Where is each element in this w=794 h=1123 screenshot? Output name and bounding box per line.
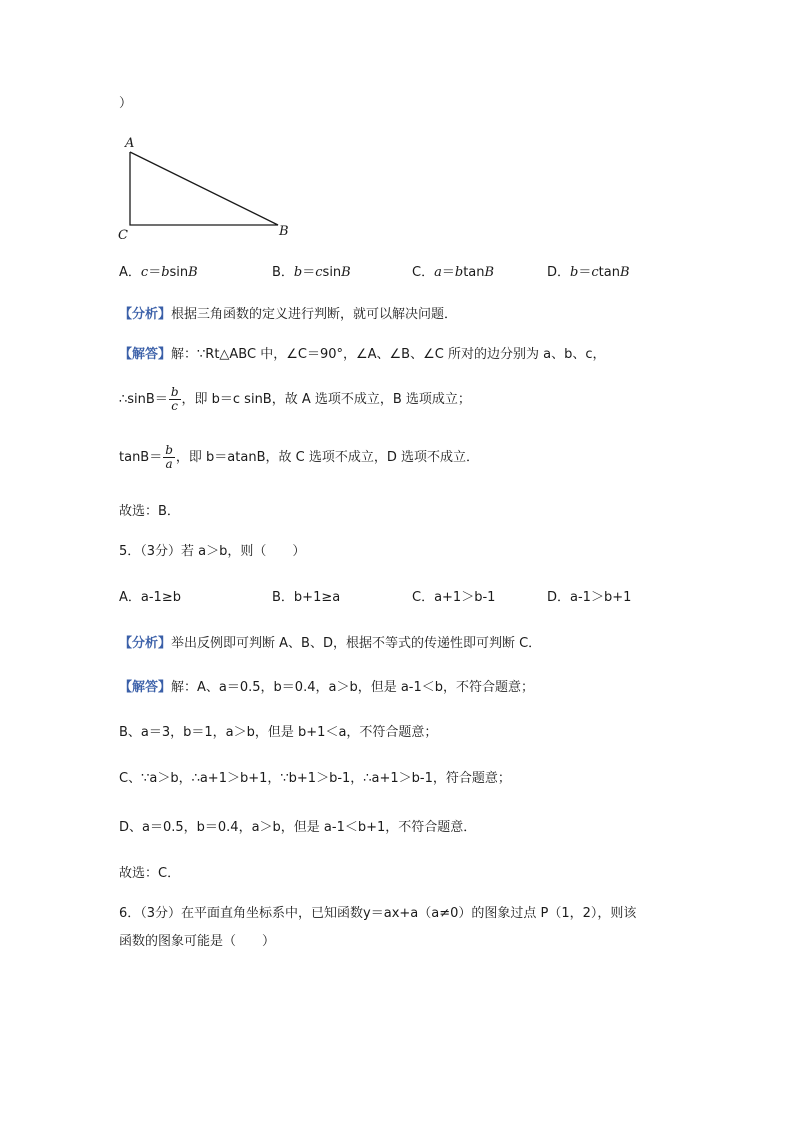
q5-option-c[interactable]: C．a+1＞b-1 xyxy=(412,590,496,605)
fraction-b-over-a: $\frac{b}{a}$ xyxy=(165,443,173,471)
vertex-label-c: C xyxy=(118,228,128,243)
q5-stem: 5．（3分）若 a＞b，则（ ） xyxy=(119,544,306,559)
q5-option-b[interactable]: B．b+1≥a xyxy=(272,590,341,605)
triangle-outline xyxy=(130,152,278,225)
q4-answer-line-1: 【解答】解：∵Rt△ABC 中，∠C＝90°，∠A、∠B、∠C 所对的边分别为 a、b、c， xyxy=(119,347,606,362)
q5-answer-line-3: C、∵a＞b，∴a+1＞b+1，∵b+1＞b-1，∴a+1＞b-1，符合题意； xyxy=(119,771,511,786)
analysis-tag: 【分析】 xyxy=(119,307,172,322)
option-a[interactable]: A．c＝bsinB xyxy=(119,265,198,280)
q5-answer-line-1: 【解答】解：A、a＝0.5，b＝0.4，a＞b，但是 a-1＜b，不符合题意； xyxy=(119,680,535,695)
q5-analysis: 【分析】举出反例即可判断 A、B、D，根据不等式的传递性即可判断 C． xyxy=(119,636,542,651)
q6-stem-line-1: 6．（3分）在平面直角坐标系中，已知函数y＝ax+a（a≠0）的图象过点 P（1，2），则该 xyxy=(119,906,637,921)
answer-tag: 【解答】 xyxy=(119,347,172,362)
option-b[interactable]: B．b＝csinB xyxy=(272,265,351,280)
analysis-tag: 【分析】 xyxy=(119,636,172,651)
answer-tag: 【解答】 xyxy=(119,680,172,695)
q5-answer-line-2: B、a＝3，b＝1，a＞b，但是 b+1＜a，不符合题意； xyxy=(119,725,438,740)
q4-choose: 故选：B． xyxy=(119,504,180,519)
fraction-b-over-c: $\frac{b}{c}$ xyxy=(170,385,179,413)
option-d[interactable]: D．b＝ctanB xyxy=(547,265,630,280)
q6-stem-line-2: 函数的图象可能是（ ） xyxy=(119,934,276,949)
question-stem-end: ） xyxy=(119,96,133,111)
option-c[interactable]: C．a＝btanB xyxy=(412,265,495,280)
q5-option-a[interactable]: A．a-1≥b xyxy=(119,590,181,605)
vertex-label-b: B xyxy=(279,224,289,239)
q4-answer-line-2: ∴sinB＝ $\frac{b}{c}$ ，即 b＝c sinB，故 A 选项不成立，B 选项成立； xyxy=(119,385,471,413)
q5-choose: 故选：C． xyxy=(119,866,181,881)
q4-answer-line-3: tanB＝ $\frac{b}{a}$ ，即 b＝atanB，故 C 选项不成立，D 选项不成立． xyxy=(119,443,479,471)
q4-analysis: 【分析】根据三角函数的定义进行判断，就可以解决问题． xyxy=(119,307,458,322)
right-triangle-figure xyxy=(112,132,298,244)
vertex-label-a: A xyxy=(125,136,135,151)
q5-option-d[interactable]: D．a-1＞b+1 xyxy=(547,590,632,605)
q5-answer-line-4: D、a＝0.5，b＝0.4，a＞b，但是 a-1＜b+1，不符合题意． xyxy=(119,820,477,835)
